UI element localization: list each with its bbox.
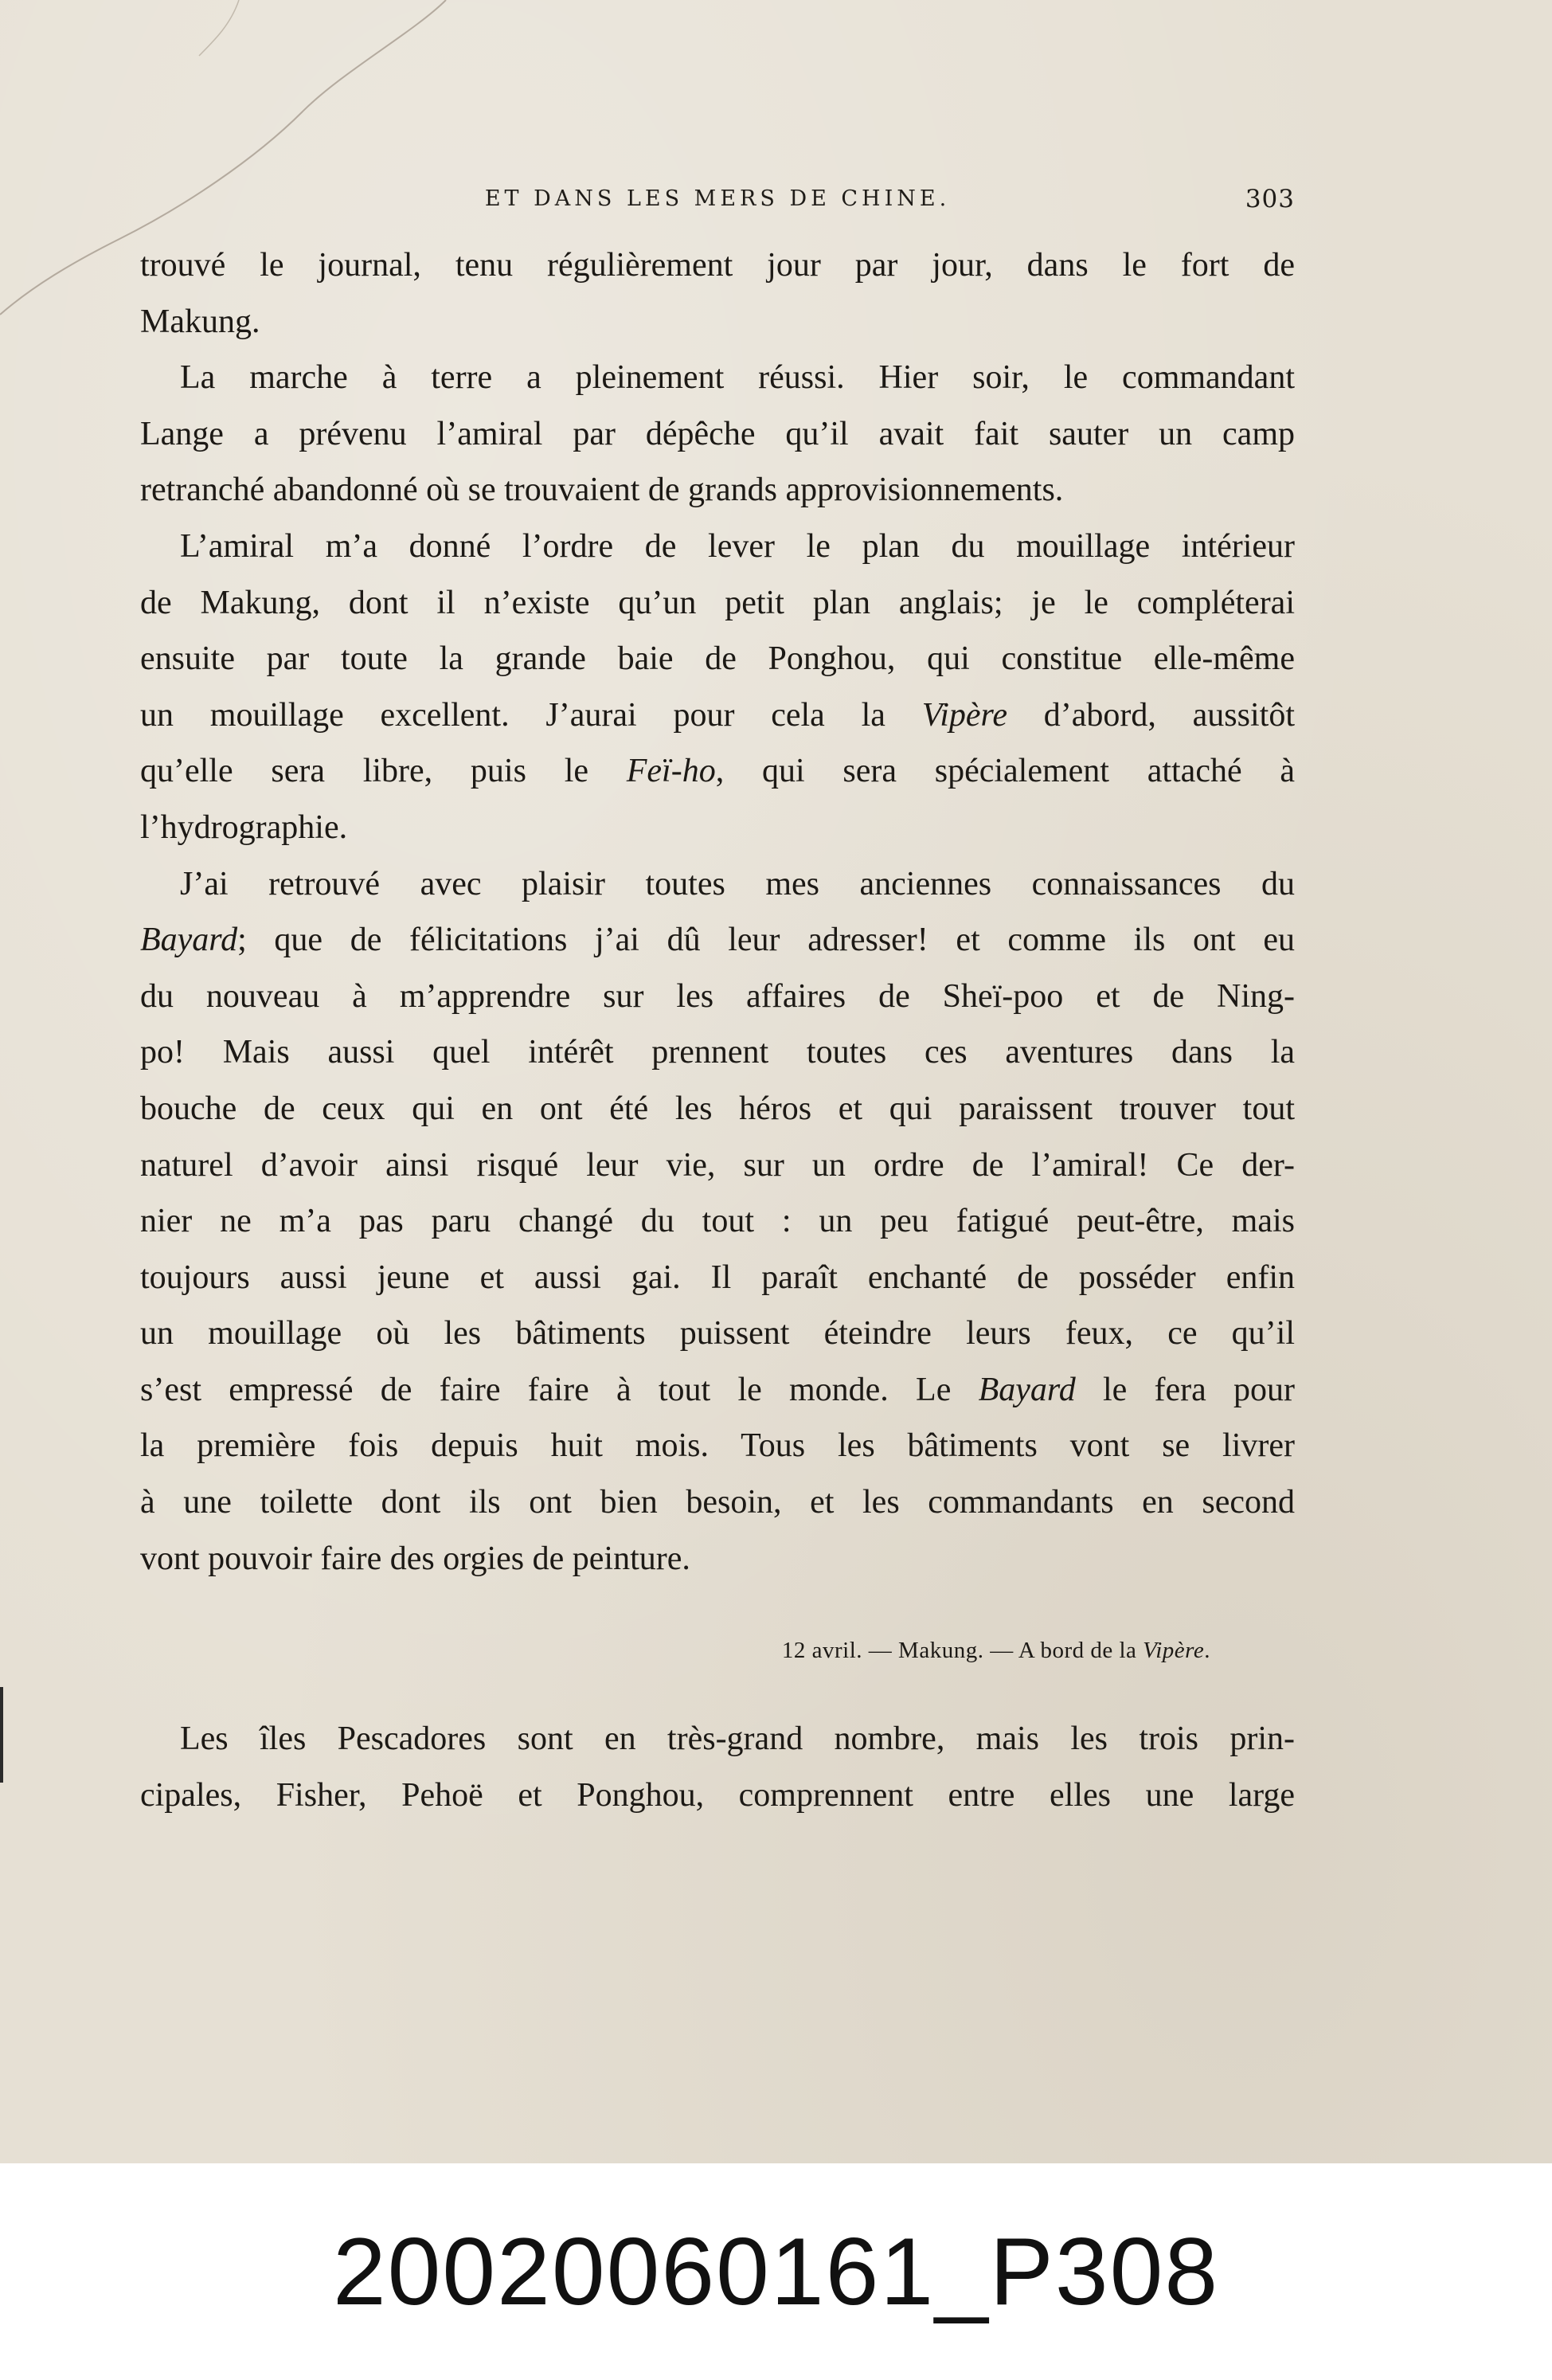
text-line: Bayard; que de félicitations j’ai dû leur adresser! et comme ils ont eu [140,922,1295,959]
text-line: bouche de ceux qui en ont été les héros et qui paraissent trouver tout [140,1090,1295,1127]
dateline-ship-name: Vipère [1143,1638,1205,1663]
text-line: l’hydrographie. [140,808,348,846]
text-line: nier ne m’a pas paru changé du tout : un peu fatigué peut-être, mais [140,1203,1295,1240]
text-line: J’ai retrouvé avec plaisir toutes mes anciennes connaissances du [180,865,1295,902]
dateline-text: 12 avril. — Makung. — A bord de la [781,1638,1143,1663]
text-line: toujours aussi jeune et aussi gai. Il paraît enchanté de posséder enfin [140,1259,1295,1296]
dateline-end: . [1204,1638,1210,1663]
text-line: retranché abandonné où se trouvaient de grands approvisionnements. [140,472,1064,509]
text-line: Lange a prévenu l’amiral par dépêche qu’il avait fait sauter un camp [140,415,1295,452]
running-header [140,185,1295,217]
text-line: un mouillage où les bâtiments puissent éteindre leurs feux, ce qu’il [140,1315,1295,1352]
closing-paragraph [140,1711,1295,1823]
text-line: la première fois depuis huit mois. Tous les bâtiments vont se livrer [140,1427,1295,1465]
text-line: vont pouvoir faire des orgies de peinture. [140,1540,690,1577]
text-line: à une toilette dont ils ont bien besoin, et les commandants en second [140,1484,1295,1521]
text-line: du nouveau à m’apprendre sur les affaires de Sheï-poo et de Ning- [140,977,1295,1015]
text-line: s’est empressé de faire faire à tout le monde. Le Bayard le fera pour [140,1371,1295,1408]
text-line: Makung. [140,303,260,340]
text-line: trouvé le journal, tenu régulièrement jour par jour, dans le fort de [140,247,1295,284]
text-line: Les îles Pescadores sont en très-grand nombre, mais les trois prin- [180,1720,1295,1757]
text-line: de Makung, dont il n’existe qu’un petit plan anglais; je le compléterai [140,584,1295,621]
catalog-id-label: 20020060161_P308 [0,2163,1552,2380]
text-line: ensuite par toute la grande baie de Ponghou, qui constitue elle-même [140,640,1295,678]
text-line: La marche à terre a pleinement réussi. Hier soir, le commandant [180,359,1295,397]
page-number: 303 [1245,185,1295,213]
scan-edge-mark [0,1687,3,1783]
text-line: po! Mais aussi quel intérêt prennent toutes ces aventures dans la [140,1034,1295,1071]
text-line: naturel d’avoir ainsi risqué leur vie, sur un ordre de l’amiral! Ce der- [140,1146,1295,1184]
text-line: qu’elle sera libre, puis le Feï-ho, qui sera spécialement attaché à [140,753,1295,790]
dateline [140,1638,1210,1664]
text-line: un mouillage excellent. J’aurai pour cela la Vipère d’abord, aussitôt [140,696,1295,734]
text-line: cipales, Fisher, Pehoë et Ponghou, comprennent entre elles une large [140,1776,1295,1814]
body-text [140,237,1295,1587]
text-line: L’amiral m’a donné l’ordre de lever le plan du mouillage intérieur [180,527,1295,565]
running-title: ET DANS LES MERS DE CHINE. [484,186,951,211]
